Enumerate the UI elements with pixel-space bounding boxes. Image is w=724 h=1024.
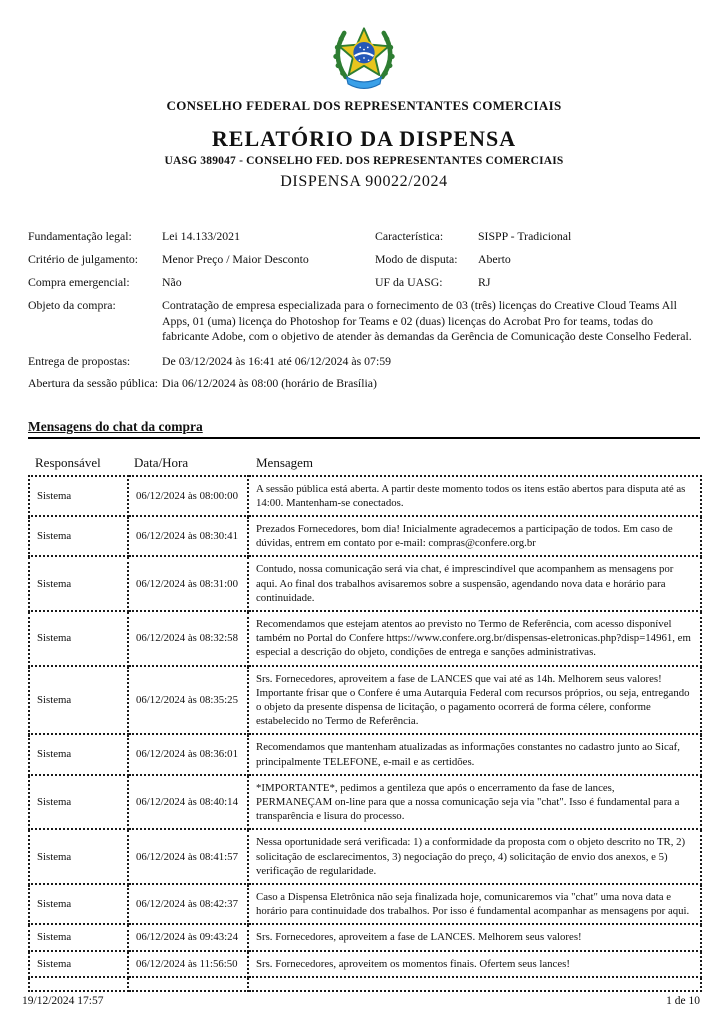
chat-cell-responsavel: Sistema (29, 666, 128, 735)
chat-cell-responsavel (29, 977, 128, 991)
chat-cell-mensagem: Caso a Dispensa Eletrônica não seja finalizada hoje, comunicaremos via "chat" uma nova data e horário para continuidade dos trabalhos. Por isso é fundamental acompanhar as mensagens por aqui. (248, 884, 701, 924)
chat-cell-responsavel: Sistema (29, 829, 128, 884)
chat-table-row (29, 829, 701, 884)
purchase-metadata (28, 229, 700, 392)
chat-cell-responsavel: Sistema (29, 516, 128, 556)
column-header-mensagem: Mensagem (256, 454, 314, 470)
chat-cell-responsavel: Sistema (29, 951, 128, 977)
meta-label: Objeto da compra: (28, 298, 116, 312)
chat-cell-datahora: 06/12/2024 às 08:31:00 (128, 556, 248, 611)
meta-label: UF da UASG: (375, 275, 443, 289)
chat-cell-responsavel: Sistema (29, 556, 128, 611)
column-header-responsavel: Responsável (35, 454, 101, 470)
meta-label: Característica: (375, 229, 444, 243)
chat-cell-mensagem: Recomendamos que estejam atentos ao previsto no Termo de Referência, com acesso disponível também no Portal do Confere https://www.confere.org.br/dispensas-eletronicas.php?disp=14961, em especial a descrição do objeto, condições de entrega e sanções administrativas. (248, 611, 701, 666)
meta-value: RJ (478, 275, 491, 289)
meta-value: Não (162, 275, 182, 289)
meta-value: Aberto (478, 252, 511, 266)
meta-row (28, 275, 700, 290)
chat-table-row (29, 556, 701, 611)
meta-row-abertura (28, 376, 700, 392)
chat-cell-mensagem: Recomendamos que mantenham atualizadas as informações constantes no cadastro junto ao Sicaf, principalmente TELEFONE, e-mail e as certidões. (248, 734, 701, 774)
chat-cell-responsavel: Sistema (29, 775, 128, 830)
meta-label: Critério de julgamento: (28, 252, 139, 266)
chat-table-row (29, 884, 701, 924)
chat-cell-mensagem: Contudo, nossa comunicação será via chat, é imprescindível que acompanhem as mensagens por aqui. Ao final dos trabalhos avisaremos sobre a suspensão, agendando nova data e horário para continuidade. (248, 556, 701, 611)
chat-cell-mensagem: Srs. Fornecedores, aproveitem a fase de LANCES. Melhorem seus valores! (248, 924, 701, 950)
chat-cell-responsavel: Sistema (29, 734, 128, 774)
chat-cell-datahora: 06/12/2024 às 08:30:41 (128, 516, 248, 556)
chat-table-row (29, 516, 701, 556)
meta-label: Entrega de propostas: (28, 353, 131, 368)
chat-cell-datahora: 06/12/2024 às 08:36:01 (128, 734, 248, 774)
footer-generated-timestamp: 19/12/2024 17:57 (22, 994, 104, 1007)
chat-cell-datahora: 06/12/2024 às 08:35:25 (128, 666, 248, 735)
chat-cell-responsavel: Sistema (29, 884, 128, 924)
page-footer (22, 995, 700, 1007)
chat-table-row (29, 775, 701, 830)
meta-label: Compra emergencial: (28, 275, 130, 289)
chat-section-heading: Mensagens do chat da compra (28, 418, 203, 434)
chat-cell-datahora: 06/12/2024 às 08:40:14 (128, 775, 248, 830)
meta-value: SISPP - Tradicional (478, 229, 572, 243)
meta-value: Menor Preço / Maior Desconto (162, 252, 309, 266)
chat-cell-mensagem: Nessa oportunidade será verificada: 1) a conformidade da proposta com o objeto descrito no TR, 2) solicitação de esclarecimentos, 3) negociação do preço, 4) solicitação de envio dos anexos, e 5) verificação de regularidade. (248, 829, 701, 884)
meta-row-entrega (28, 354, 700, 370)
chat-table-row (29, 476, 701, 516)
chat-table-row (29, 611, 701, 666)
chat-cell-datahora: 06/12/2024 às 09:43:24 (128, 924, 248, 950)
chat-cell-mensagem: A sessão pública está aberta. A partir deste momento todos os itens estão abertos para disputa até as 14:00. Mantenham-se conectados. (248, 476, 701, 516)
column-header-datahora: Data/Hora (134, 454, 189, 470)
chat-cell-datahora: 06/12/2024 às 08:32:58 (128, 611, 248, 666)
chat-table-row (29, 734, 701, 774)
chat-table-header (28, 455, 700, 475)
chat-cell-datahora (128, 977, 248, 991)
chat-section-divider (28, 418, 700, 439)
meta-row (28, 229, 700, 244)
entrega-value: De 03/12/2024 às 16:41 até 06/12/2024 às 07:59 (162, 353, 392, 368)
chat-table-body (29, 476, 701, 991)
meta-label: Abertura da sessão pública: (28, 376, 159, 390)
abertura-value: Dia 06/12/2024 às 08:00 (horário de Brasília) (162, 376, 377, 390)
chat-table-row (29, 977, 701, 991)
chat-cell-responsavel: Sistema (29, 611, 128, 666)
report-title: RELATÓRIO DA DISPENSA (211, 126, 517, 151)
chat-table-row (29, 924, 701, 950)
chat-messages-table (28, 475, 702, 992)
document-header (28, 22, 700, 191)
chat-cell-mensagem: *IMPORTANTE*, pedimos a gentileza que após o encerramento da fase de lances, PERMANEÇAM on-line para que a nossa comunicação seja via "chat". Isso é fundamental para a transparência e lisura do processo. (248, 775, 701, 830)
chat-cell-datahora: 06/12/2024 às 08:00:00 (128, 476, 248, 516)
meta-label: Fundamentação legal: (28, 229, 132, 243)
chat-cell-datahora: 06/12/2024 às 08:41:57 (128, 829, 248, 884)
chat-cell-responsavel: Sistema (29, 924, 128, 950)
chat-cell-mensagem: Srs. Fornecedores, aproveitem os momentos finais. Ofertem seus lances! (248, 951, 701, 977)
objeto-value: Contratação de empresa especializada para o fornecimento de 03 (três) licenças do Creative Cloud Teams All Apps, 01 (uma) licença do Photoshop for Teams e 02 (duas) licenças do Acrobat Pro for teams, todas do fabricante Adobe, com o objetivo de atender às demandas da Gerência de Comunicação deste Conselho Federal. (162, 298, 692, 343)
meta-value: Lei 14.133/2021 (162, 229, 240, 243)
chat-cell-mensagem: Srs. Fornecedores, aproveitem a fase de LANCES que vai até as 14h. Melhorem seus valores! Importante frisar que o Confere é uma Autarquia Federal com recursos próprios, ou seja, entregando o objeto da presente dispensa de licitação, o pagamento ocorrerá de forma célere, conforme estabelecido no Termo de Referência. (248, 666, 701, 735)
chat-cell-responsavel: Sistema (29, 476, 128, 516)
org-name: CONSELHO FEDERAL DOS REPRESENTANTES COMERCIAIS (166, 98, 562, 113)
meta-row-objeto (28, 298, 700, 345)
dispensa-number: DISPENSA 90022/2024 (280, 173, 448, 190)
chat-table-row (29, 951, 701, 977)
brazil-coat-of-arms-icon (326, 22, 402, 94)
chat-table-row (29, 666, 701, 735)
meta-row (28, 252, 700, 267)
chat-cell-mensagem (248, 977, 701, 991)
uasg-subtitle: UASG 389047 - CONSELHO FED. DOS REPRESENTANTES COMERCIAIS (164, 155, 564, 167)
chat-cell-datahora: 06/12/2024 às 08:42:37 (128, 884, 248, 924)
chat-cell-datahora: 06/12/2024 às 11:56:50 (128, 951, 248, 977)
chat-cell-mensagem: Prezados Fornecedores, bom dia! Inicialmente agradecemos a participação de todos. Em caso de dúvidas, entrem em contato por e-mail: compras@confere.org.br (248, 516, 701, 556)
footer-page-indicator: 1 de 10 (666, 994, 700, 1007)
meta-label: Modo de disputa: (375, 252, 458, 266)
